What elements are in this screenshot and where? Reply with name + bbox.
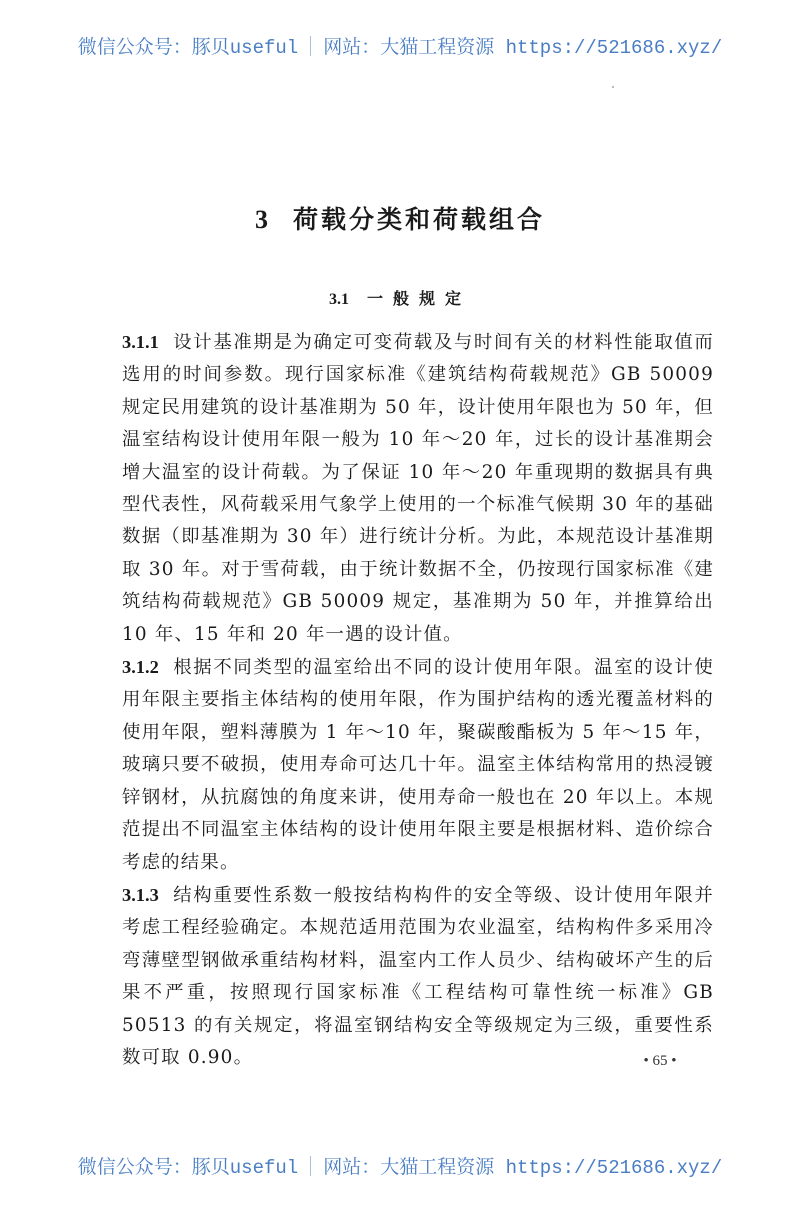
section-title-text: 一般规定 (366, 289, 471, 308)
clause-number: 3.1.1 (122, 332, 159, 352)
chapter-number: 3 (254, 205, 271, 234)
clause-number: 3.1.3 (122, 884, 159, 905)
watermark-divider (310, 36, 311, 56)
clause-text: 根据不同类型的温室给出不同的设计使用年限。温室的设计使用年限主要指主体结构的使用年限，作为围护结构的透光覆盖材料的使用年限，塑料薄膜为 1 年～10 年，聚碳酸酯板为 5 年～15 年，玻璃只要不破损，使用寿命可达几十年。温室主体结构常用的热浸镀锌钢材，从抗腐蚀的角度来讲，使用寿命一般也在 20 年以上。本规范提出不同温室主体结构的设计使用年限主要是根据材料、造价综合考虑的结果。 (122, 657, 714, 873)
clause-3-1-2 (122, 651, 714, 879)
section-number: 3.1 (328, 291, 349, 308)
clause-text: 结构重要性系数一般按结构构件的安全等级、设计使用年限并考虑工程经验确定。本规范适用范围为农业温室，结构构件多采用冷弯薄壁型钢做承重结构材料，温室内工作人员少、结构破坏产生的后果不严重，按照现行国家标准《工程结构可靠性统一标准》GB 50513 的有关规定，将温室钢结构安全等级规定为三级，重要性系数可取 0.90。 (122, 884, 714, 1068)
section-title (0, 286, 800, 309)
watermark-wechat: 微信公众号：豚贝useful (77, 1157, 299, 1179)
chapter-title-text: 荷载分类和荷载组合 (292, 205, 545, 234)
body-text (122, 326, 714, 1074)
watermark-divider (310, 1156, 311, 1176)
watermark-header (0, 32, 800, 59)
watermark-site: 网站：大猫工程资源 https://521686.xyz/ (323, 37, 723, 59)
page-number: • 65 • (643, 1053, 677, 1069)
clause-3-1-3 (122, 879, 714, 1074)
clause-number: 3.1.2 (122, 657, 159, 678)
clause-text: 设计基准期是为确定可变荷载及与时间有关的材料性能取值而选用的时间参数。现行国家标准《建筑结构荷载规范》GB 50009 规定民用建筑的设计基准期为 50 年，设计使用年限也为 50 年，但温室结构设计使用年限一般为 10 年～20 年，过长的设计基准期会增大温室的设计荷载。为了保证 10 年～20 年重现期的数据具有典型代表性，风荷载采用气象学上使用的一个标准气候期 30 年的基础数据（即基准期为 30 年）进行统计分析。为此，本规范设计基准期取 30 年。对于雪荷载，由于统计数据不全，仍按现行国家标准《建筑结构荷载规范》GB 50009 规定，基准期为 50 年，并推算给出 10 年、15 年和 20 年一遇的设计值。 (122, 332, 714, 645)
scan-artifact-dot (612, 86, 614, 88)
clause-3-1-1 (122, 326, 714, 651)
watermark-footer (0, 1152, 800, 1179)
watermark-wechat: 微信公众号：豚贝useful (77, 37, 299, 59)
watermark-site: 网站：大猫工程资源 https://521686.xyz/ (323, 1157, 723, 1179)
chapter-title (0, 200, 800, 236)
